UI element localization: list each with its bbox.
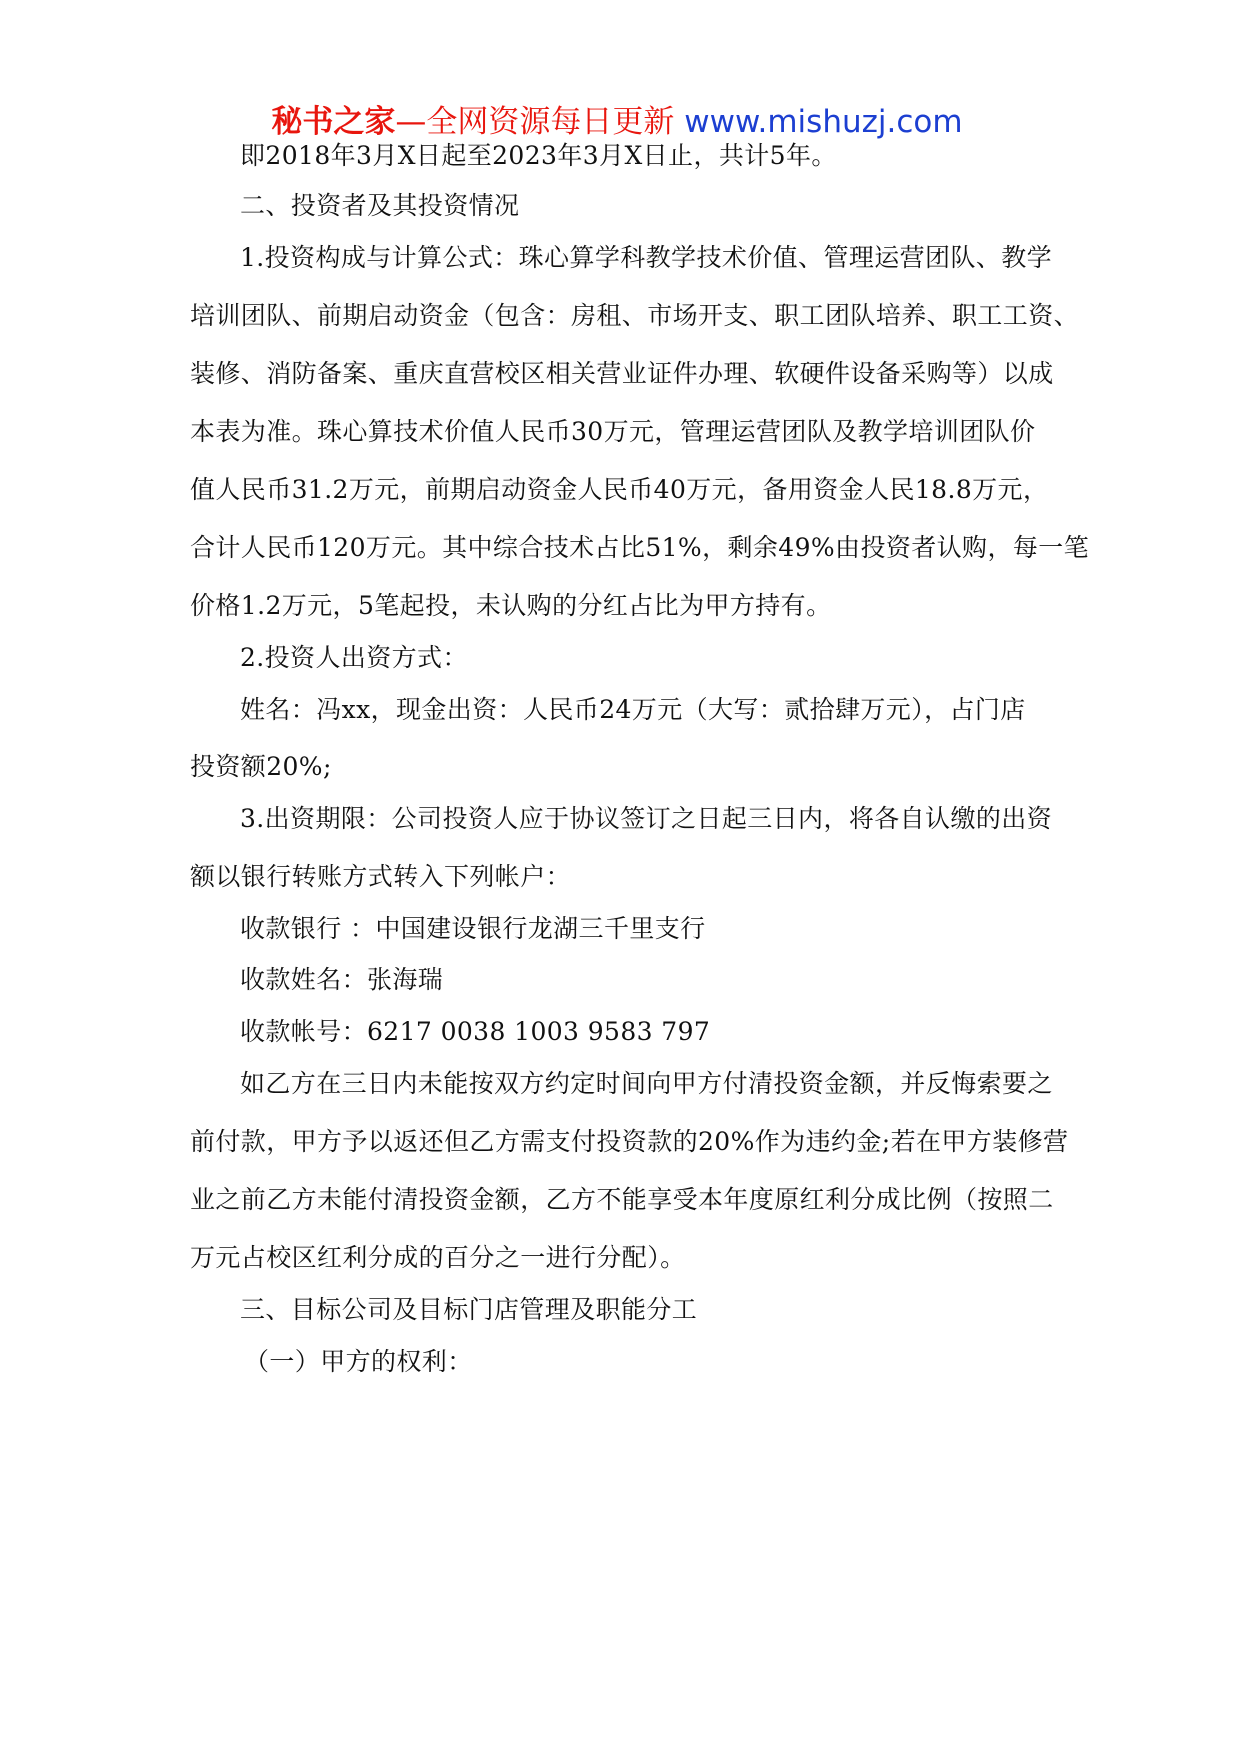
paragraph-line: 投资额20%;: [190, 752, 332, 781]
payee-name-line: 收款姓名：张海瑞: [240, 965, 444, 994]
paragraph-line: 装修、消防备案、重庆直营校区相关营业证件办理、软硬件设备采购等）以成: [190, 359, 1054, 388]
header-slogan: —全网资源每日更新: [395, 104, 675, 140]
paragraph-line: 即2018年3月X日起至2023年3月X日止，共计5年。: [240, 141, 837, 170]
paragraph-line: 合计人民币120万元。其中综合技术占比51%，剩余49%由投资者认购，每一笔: [190, 533, 1090, 562]
site-header: [0, 102, 1234, 142]
paragraph-line: 本表为准。珠心算技术价值人民币30万元，管理运营团队及教学培训团队价: [190, 417, 1036, 446]
account-number-line: 收款帐号：6217 0038 1003 9583 797: [240, 1017, 711, 1046]
paragraph-line: 前付款，甲方予以返还但乙方需支付投资款的20%作为违约金;若在甲方装修营: [190, 1127, 1069, 1156]
bank-name-line: 收款银行 ：中国建设银行龙湖三千里支行: [240, 914, 706, 943]
paragraph-line: 额以银行转账方式转入下列帐户：: [190, 862, 572, 891]
paragraph-line: 业之前乙方未能付清投资金额，乙方不能享受本年度原红利分成比例（按照二: [190, 1185, 1054, 1214]
brand-name: 秘书之家: [271, 104, 396, 140]
paragraph-line: 1.投资构成与计算公式：珠心算学科教学技术价值、管理运营团队、教学: [240, 243, 1053, 272]
site-url[interactable]: www.mishuzj.com: [684, 104, 963, 140]
paragraph-line: 如乙方在三日内未能按双方约定时间向甲方付清投资金额，并反悔索要之: [240, 1069, 1053, 1098]
section-heading: 二、投资者及其投资情况: [240, 191, 520, 220]
paragraph-line: 2.投资人出资方式：: [240, 643, 468, 672]
paragraph-line: 万元占校区红利分成的百分之一进行分配）。: [190, 1243, 686, 1272]
paragraph-line: 价格1.2万元，5笔起投，未认购的分红占比为甲方持有。: [190, 591, 832, 620]
paragraph-line: 培训团队、前期启动资金（包含：房租、市场开支、职工团队培养、职工工资、: [190, 301, 1080, 330]
section-heading: 三、目标公司及目标门店管理及职能分工: [240, 1295, 698, 1324]
subsection-heading: （一）甲方的权利：: [244, 1347, 473, 1376]
paragraph-line: 值人民币31.2万元，前期启动资金人民币40万元，备用资金人民18.8万元，: [190, 475, 1049, 504]
paragraph-line: 姓名：冯xx，现金出资：人民币24万元（大写：贰拾肆万元），占门店: [240, 695, 1026, 724]
paragraph-line: 3.出资期限：公司投资人应于协议签订之日起三日内，将各自认缴的出资: [240, 804, 1053, 833]
